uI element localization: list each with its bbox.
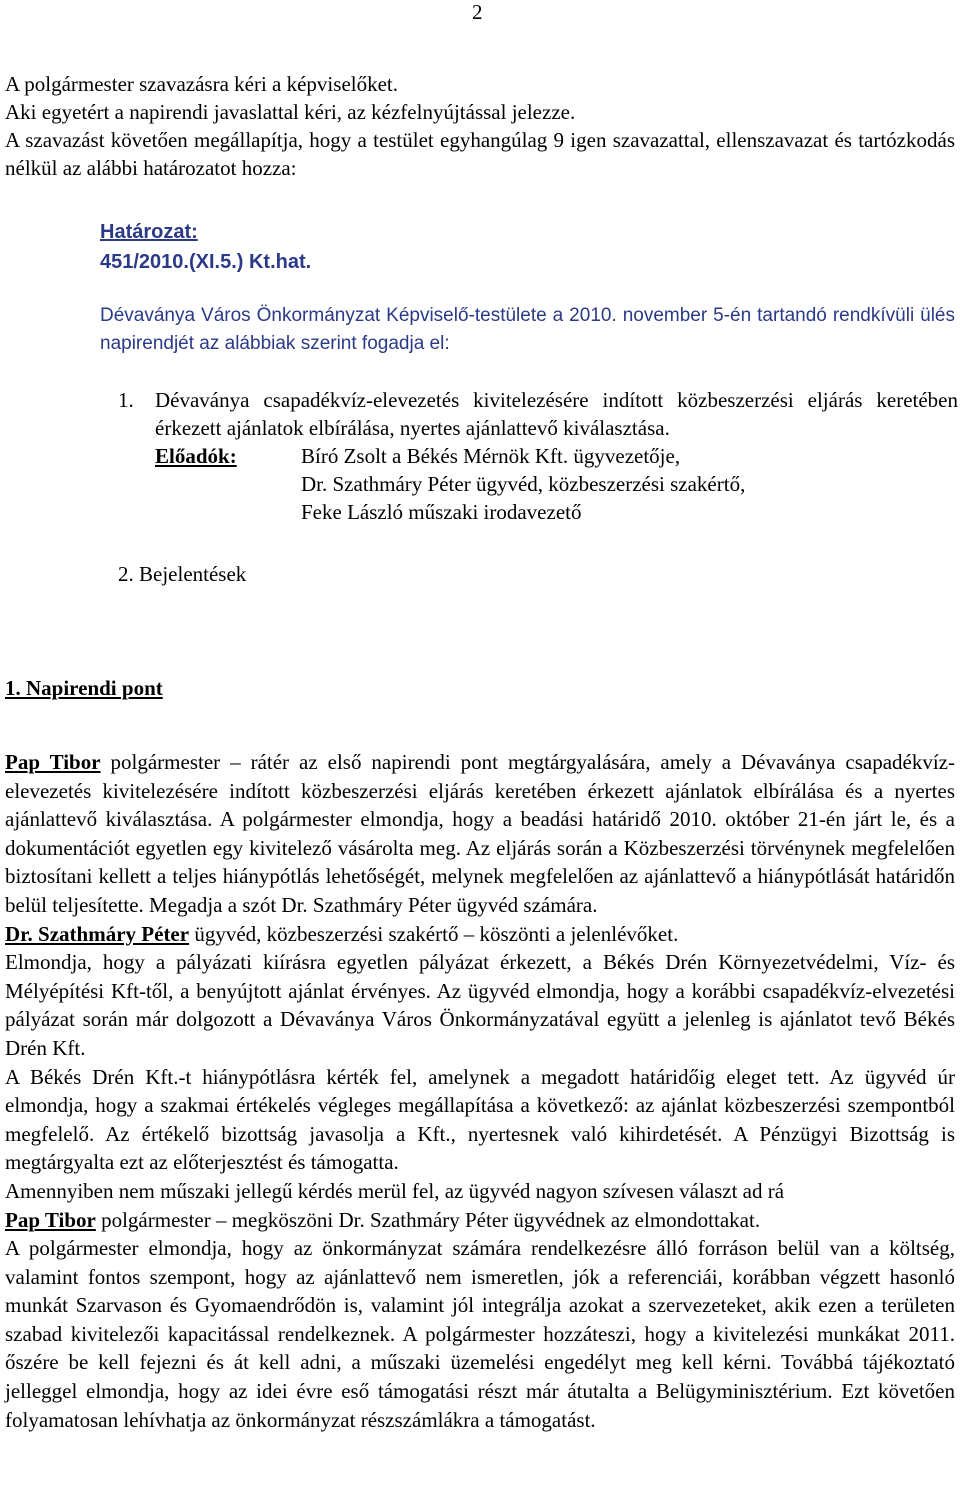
paragraph-text: polgármester – megköszöni Dr. Szathmáry Péter ügyvédnek az elmondottakat. [95, 1207, 761, 1232]
agenda-item-text: Dévaványa csapadékvíz-elevezetés kivitelezésére indított közbeszerzési eljárás keretében érkezett ajánlatok elbírálása, nyertes ajánlattevő kiválasztása. [155, 388, 958, 440]
resolution-label: Határozat: [100, 221, 198, 243]
paragraph-text: ügyvéd, közbeszerzési szakértő – köszönti a jelenlévőket. [189, 921, 679, 946]
presenter-3: Feke László műszaki irodavezető [301, 500, 582, 524]
agenda-item-number: 1. [118, 388, 134, 412]
paragraph-text: polgármester – rátér az első napirendi pont megtárgyalására, amely a Dévaványa csapadékvíz-elevezetés kivitelezésére indított közbeszerzési eljárás keretében érkezett ajánlatok elbírálása és a nyertes ajánlattevő kiválasztása. A polgármester elmondja, hogy a beadási határidő 2010. október 21-én járt le, és a dokumentációt egyetlen egy kivitelező vásárolta meg. Az eljárás során a Közbeszerzési törvénynek megfelelően biztosítani kellett a teljes hiánypótlás lehetőségét, melynek megfelelően az ajánlattevő a hiánypótlását határidőn belül teljesítette. Megadja a szót Dr. Szathmáry Péter ügyvéd számára. [5, 750, 955, 917]
agenda-item-2: 2. Bejelentések [118, 562, 247, 586]
minutes-body [5, 748, 955, 1434]
paragraph-6 [5, 1206, 955, 1235]
page-number: 2 [472, 0, 483, 24]
presenter-1: Bíró Zsolt a Békés Mérnök Kft. ügyvezetője, [301, 444, 681, 468]
resolution-text: Dévaványa Város Önkormányzat Képviselő-testülete a 2010. november 5-én tartandó rendkívüli ülés napirendjét az alábbiak szerint fogadja el: [100, 305, 955, 354]
paragraph-3: Elmondja, hogy a pályázati kiírásra egyetlen pályázat érkezett, a Békés Drén Környezetvédelmi, Víz- és Mélyépítési Kft-től, a benyújtott ajánlat érvényes. Az ügyvéd elmondja, hogy a korábbi csapadékvíz-elvezetési pályázat során már dolgozott a Dévaványa Város Önkormányzatával együtt a jelenleg is ajánlatot tevő Békés Drén Kft. [5, 950, 955, 1060]
paragraph-2 [5, 920, 955, 949]
intro-block [5, 70, 955, 182]
paragraph-1 [5, 748, 955, 920]
intro-line-2: Aki egyetért a napirendi javaslattal kéri, az kézfelnyújtással jelezze. [5, 100, 576, 124]
paragraph-7: A polgármester elmondja, hogy az önkormányzat számára rendelkezésre álló forráson belül van a költség, valamint fontos szempont, hogy az ajánlattevő nem ismeretlen, jók a referenciái, korábban végzett hasonló munkát Szarvason és Gyomaendrődön is, valamint jól integrálja azokat a szervezeteket, akik ezen a területen szabad kivitelezői kapacitással rendelkeznek. A polgármester hozzáteszi, hogy a kivitelezési munkákat 2011. őszére be kell fejezni és át kell adni, a műszaki üzemelési engedélyt meg kell kérni. Továbbá tájékoztató jelleggel elmondja, hogy az idei évre eső támogatási részt már átutalta a Belügyminisztérium. Ezt követően folyamatosan lehívhatja az önkormányzat részszámlákra a támogatást. [5, 1236, 955, 1432]
paragraph-5: Amennyiben nem műszaki jellegű kérdés merül fel, az ügyvéd nagyon szívesen választ ad rá [5, 1178, 785, 1203]
resolution-heading [100, 217, 311, 277]
resolution-number: 451/2010.(XI.5.) Kt.hat. [100, 251, 312, 273]
agenda-list [118, 386, 958, 526]
intro-line-1: A polgármester szavazásra kéri a képviselőket. [5, 72, 399, 96]
paragraph-4: A Békés Drén Kft.-t hiánypótlásra kérték fel, amelynek a megadott határidőig eleget tett. Az ügyvéd úr elmondja, hogy a szakmai értékelés végleges megállapítása a következő: az ajánlat közbeszerzési szempontból megfelelő. Az értékelő bizottság javasolja a Kft., nyertesnek való kihirdetését. A Pénzügyi Bizottság is megtárgyalta ezt az előterjesztést és támogatta. [5, 1064, 955, 1175]
section-title: 1. Napirendi pont [5, 676, 163, 700]
presenters-list [301, 442, 745, 526]
presenters-label: Előadók: [155, 444, 237, 468]
presenter-2: Dr. Szathmáry Péter ügyvéd, közbeszerzési szakértő, [301, 472, 746, 496]
intro-line-3: A szavazást követően megállapítja, hogy a testület egyhangúlag 9 igen szavazattal, ellenszavazat és tartózkodás nélkül az alábbi határozatot hozza: [5, 128, 955, 180]
speaker-name: Dr. Szathmáry Péter [5, 921, 190, 946]
speaker-name: Pap Tibor [5, 1207, 96, 1232]
speaker-name: Pap Tibor [5, 750, 101, 774]
resolution-text-block [100, 302, 955, 358]
presenters [155, 442, 958, 526]
agenda-item-1 [118, 386, 958, 442]
